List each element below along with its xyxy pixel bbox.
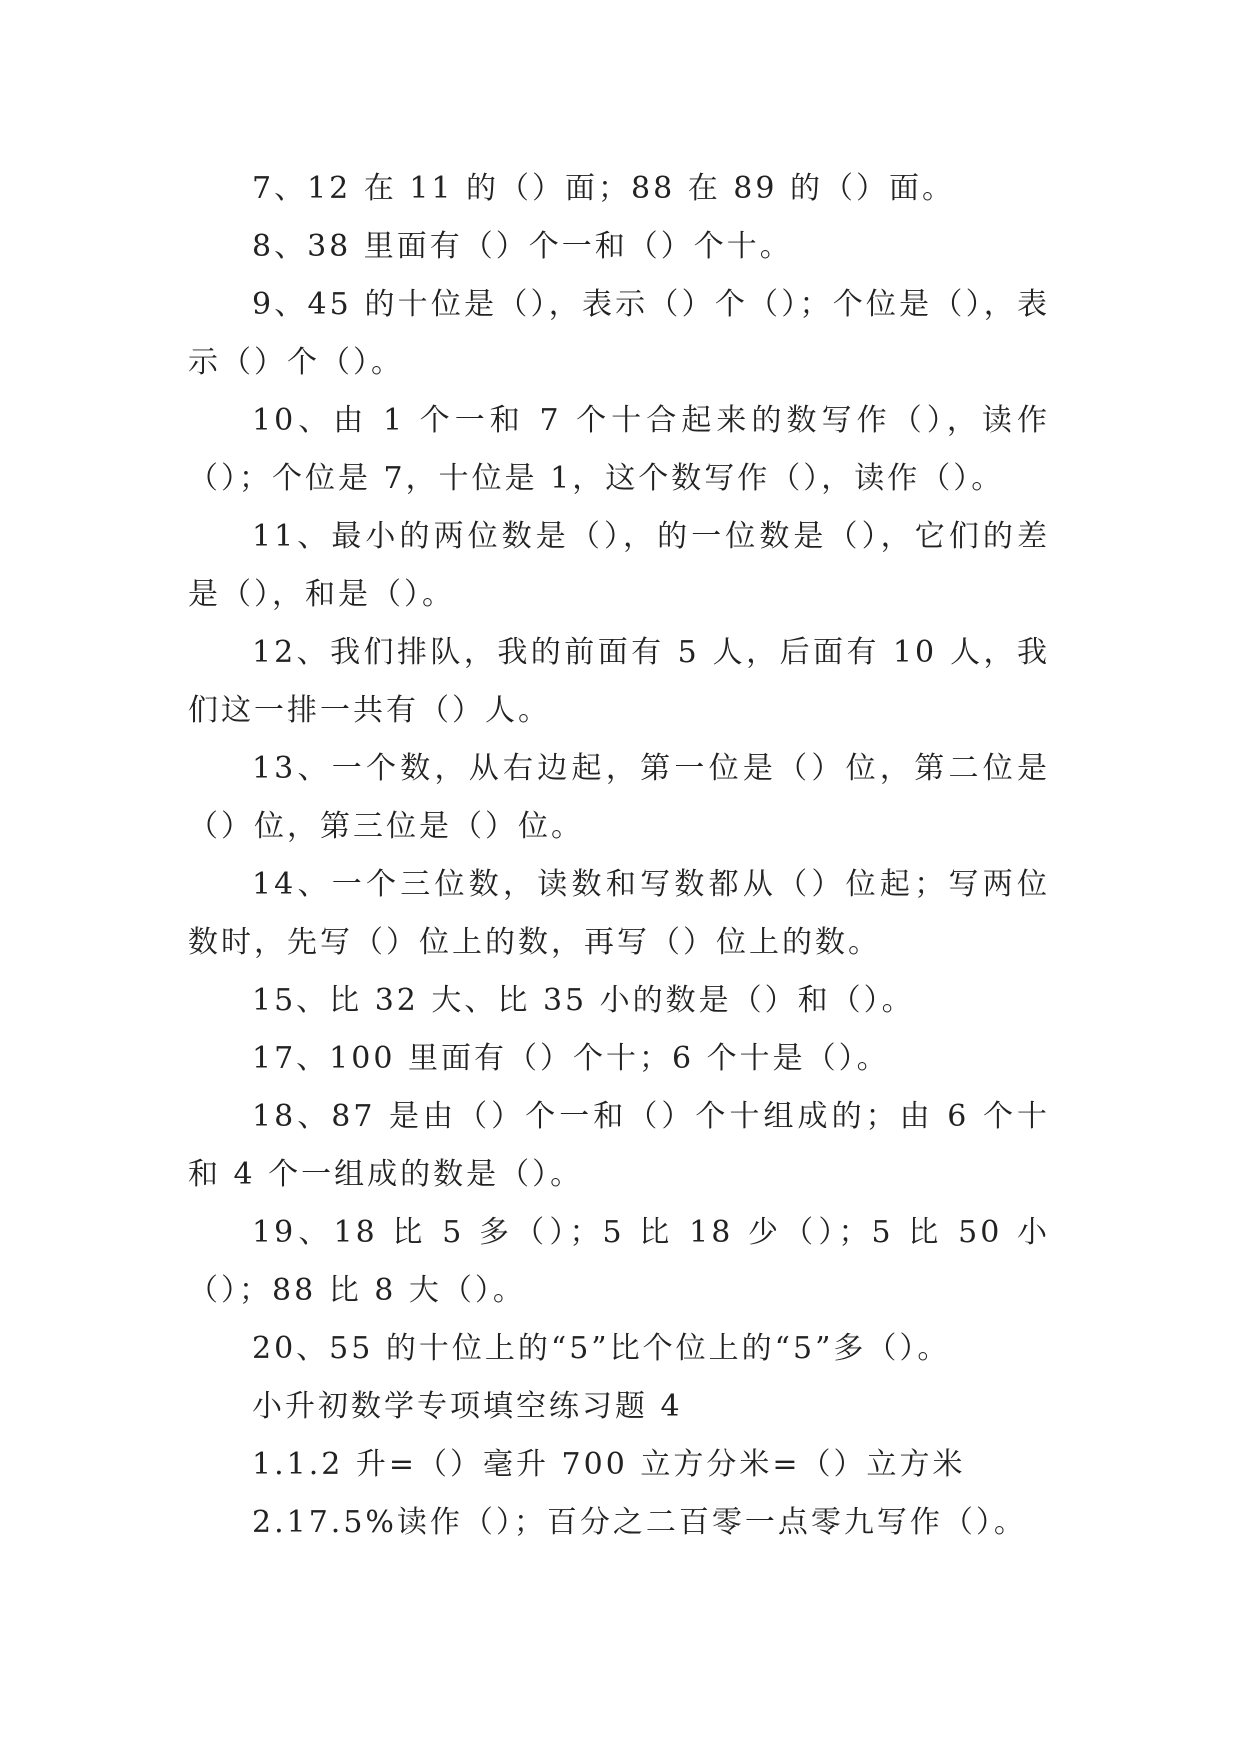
question-11: 11、最小的两位数是（），的一位数是（），它们的差是（），和是（）。: [188, 519, 1050, 612]
exercise-1: 1.1.2 升=（）毫升 700 立方分米=（）立方米: [252, 1447, 966, 1482]
document-body: [188, 160, 1050, 1552]
question-14: 14、一个三位数，读数和写数都从（）位起；写两位数时，先写（）位上的数，再写（）位上的数。: [188, 867, 1050, 960]
question-18: 18、87 是由（）个一和（）个十组成的；由 6 个十和 4 个一组成的数是（）。: [188, 1099, 1050, 1192]
question-12: 12、我们排队，我的前面有 5 人，后面有 10 人，我们这一排一共有（）人。: [188, 635, 1050, 728]
question-20: 20、55 的十位上的“5”比个位上的“5”多（）。: [252, 1331, 951, 1366]
question-15: 15、比 32 大、比 35 小的数是（）和（）。: [252, 983, 915, 1018]
question-8: 8、38 里面有（）个一和（）个十。: [252, 229, 793, 264]
question-10: 10、由 1 个一和 7 个十合起来的数写作（），读作（）；个位是 7，十位是 1，这个数写作（），读作（）。: [188, 403, 1050, 496]
section-heading: 小升初数学专项填空练习题 4: [252, 1389, 683, 1424]
question-13: 13、一个数，从右边起，第一位是（）位，第二位是（）位，第三位是（）位。: [188, 751, 1050, 844]
question-17: 17、100 里面有（）个十；6 个十是（）。: [252, 1041, 890, 1076]
question-7: 7、12 在 11 的（）面；88 在 89 的（）面。: [252, 171, 955, 206]
question-9: 9、45 的十位是（），表示（）个（）；个位是（），表示（）个（）。: [188, 287, 1050, 380]
question-19: 19、18 比 5 多（）；5 比 18 少（）；5 比 50 小（）；88 比 8 大（）。: [188, 1215, 1050, 1308]
exercise-2: 2.17.5%读作（）；百分之二百零一点零九写作（）。: [252, 1505, 1027, 1540]
